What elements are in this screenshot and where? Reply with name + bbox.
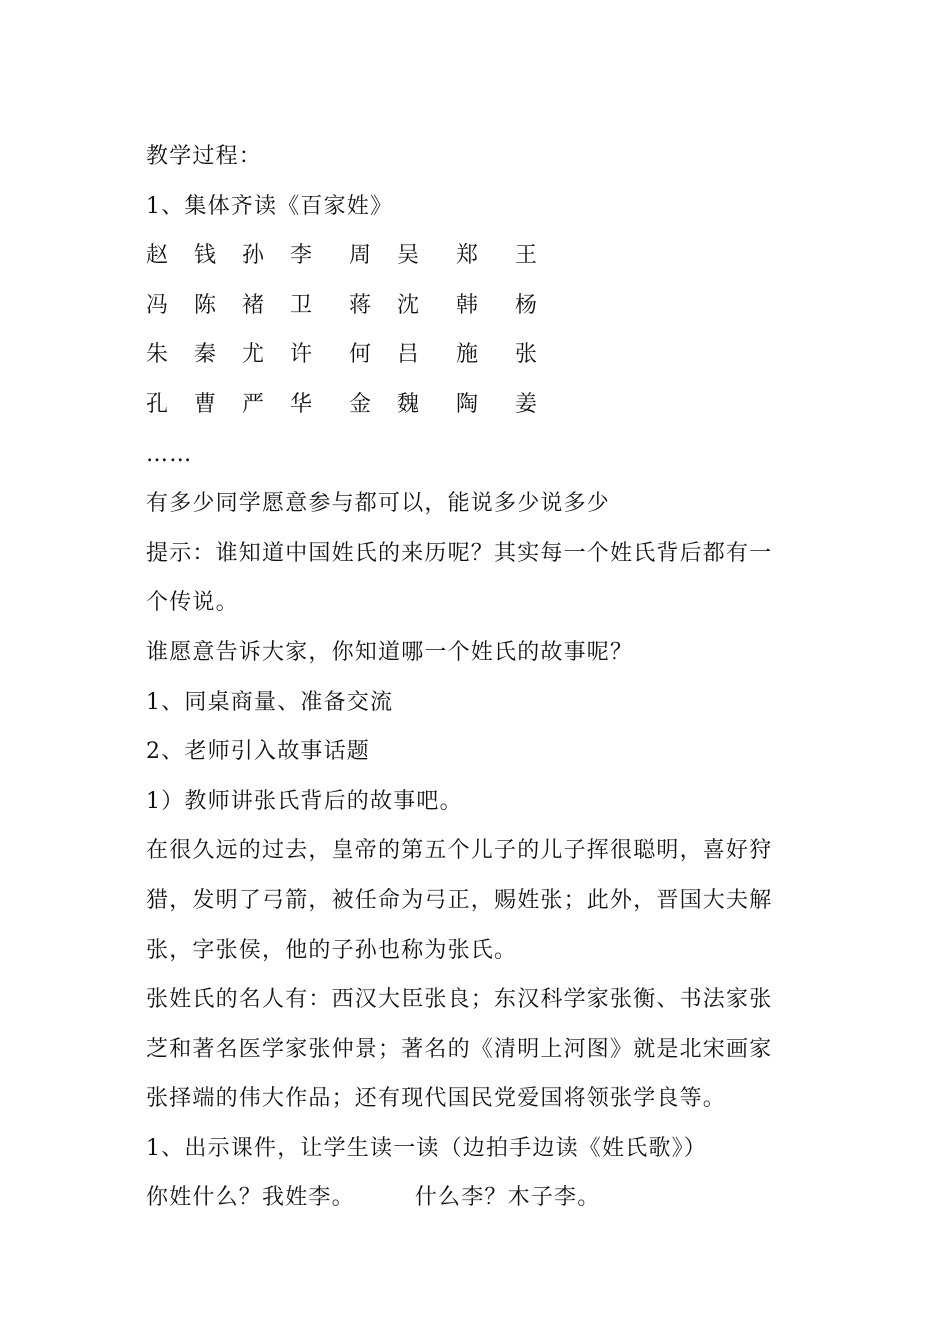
song-line (146, 1173, 806, 1223)
surname-row-3 (146, 330, 806, 380)
surname: 蒋 (349, 292, 372, 318)
surname: 严 (242, 391, 265, 417)
surname: 韩 (456, 292, 479, 318)
surname: 卫 (290, 292, 313, 318)
surname: 施 (456, 342, 479, 368)
step-read-surnames: 1、集体齐读《百家姓》 (146, 193, 394, 219)
surname: 吕 (397, 342, 420, 368)
surname: 王 (515, 243, 538, 269)
surname: 孙 (242, 243, 265, 269)
surname: 吴 (397, 243, 420, 269)
surname: 沈 (397, 292, 420, 318)
paragraph-line: 1、同桌商量、准备交流 (146, 689, 394, 715)
ellipsis: …… (146, 441, 193, 467)
paragraph-line: 张，字张侯，他的子孙也称为张氏。 (146, 937, 518, 963)
surname: 孔 (146, 391, 169, 417)
paragraph-line: 有多少同学愿意参与都可以，能说多少说多少 (146, 491, 611, 517)
surname: 陈 (194, 292, 217, 318)
surname: 李 (290, 243, 313, 269)
surname: 郑 (456, 243, 479, 269)
surname: 张 (515, 342, 538, 368)
surname: 华 (290, 391, 313, 417)
surname: 褚 (242, 292, 265, 318)
surname: 钱 (194, 243, 217, 269)
surname: 魏 (397, 391, 420, 417)
surname-row-1 (146, 231, 806, 281)
document-page (146, 132, 806, 1223)
paragraph-line: 1）教师讲张氏背后的故事吧。 (146, 788, 463, 814)
surname: 何 (349, 342, 372, 368)
paragraph-line: 猎，发明了弓箭，被任命为弓正，赐姓张；此外，晋国大夫解 (146, 887, 773, 913)
song-answer: 什么李？木子李。 (414, 1185, 601, 1211)
surname: 尤 (242, 342, 265, 368)
surname: 赵 (146, 243, 169, 269)
paragraph-line: 谁愿意告诉大家，你知道哪一个姓氏的故事呢？ (146, 639, 634, 665)
paragraph-line: 张姓氏的名人有：西汉大臣张良；东汉科学家张衡、书法家张 (146, 987, 773, 1013)
surname: 许 (290, 342, 313, 368)
surname: 金 (349, 391, 372, 417)
section-heading: 教学过程： (146, 144, 263, 169)
surname: 曹 (194, 391, 217, 417)
surname: 姜 (515, 391, 538, 417)
surname-row-4 (146, 380, 806, 430)
paragraph-line: 1、出示课件，让学生读一读（边拍手边读《姓氏歌》） (146, 1135, 707, 1161)
paragraph-line: 在很久远的过去，皇帝的第五个儿子的儿子挥很聪明，喜好狩 (146, 838, 773, 864)
surname-row-2 (146, 281, 806, 331)
paragraph-line: 芝和著名医学家张仲景；著名的《清明上河图》就是北宋画家 (146, 1036, 773, 1062)
paragraph-line: 2、老师引入故事话题 (146, 739, 370, 765)
surname: 杨 (515, 292, 538, 318)
surname: 周 (349, 243, 372, 269)
song-question: 你姓什么？我姓李。 (146, 1185, 355, 1211)
surname: 秦 (194, 342, 217, 368)
surname: 陶 (456, 391, 479, 417)
paragraph-line: 提示：谁知道中国姓氏的来历呢？其实每一个姓氏背后都有一 (146, 540, 773, 566)
paragraph-line: 个传说。 (146, 590, 239, 616)
surname: 朱 (146, 342, 169, 368)
surname: 冯 (146, 292, 169, 318)
paragraph-line: 张择端的伟大作品；还有现代国民党爱国将领张学良等。 (146, 1086, 727, 1112)
